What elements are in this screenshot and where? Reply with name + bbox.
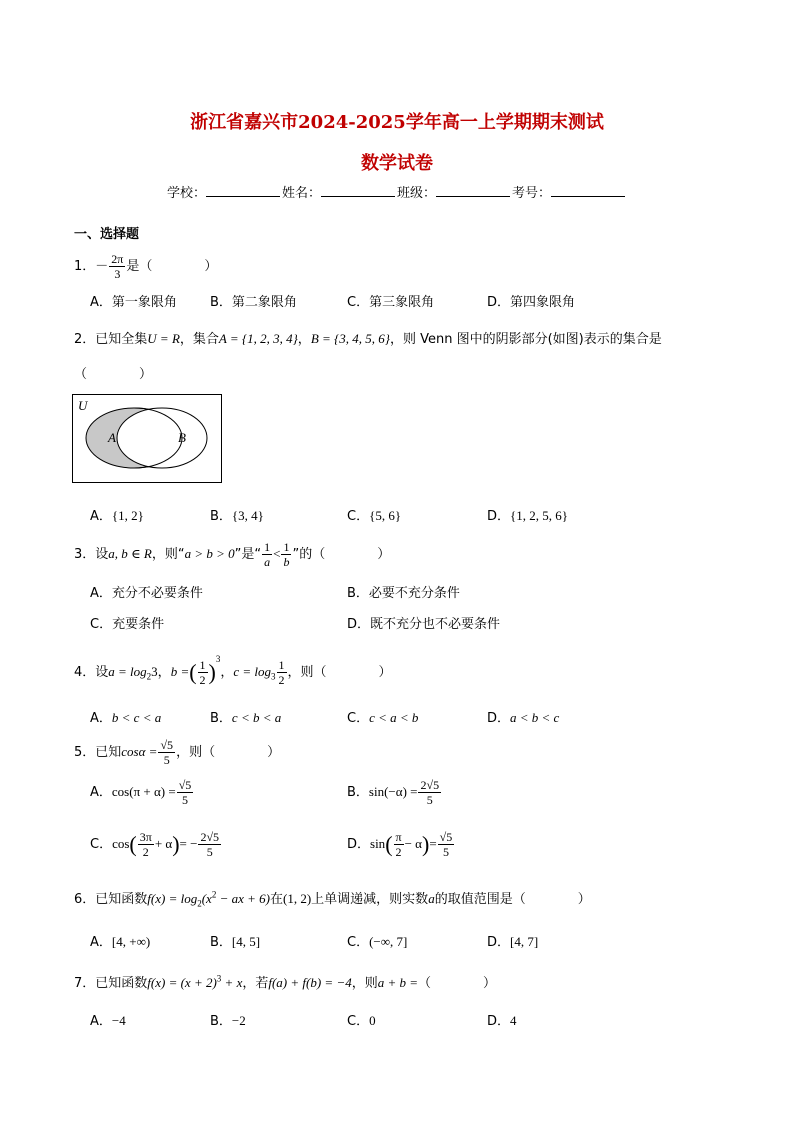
q5-c-rhs-num: 2√5 xyxy=(200,830,220,844)
question-5 xyxy=(74,738,280,767)
q5-c-pre: cos xyxy=(112,836,130,851)
q5-c-num: 3π xyxy=(139,830,152,844)
q4-sep-2: ， xyxy=(220,665,234,680)
question-1 xyxy=(74,252,217,281)
q5-d-eq: = xyxy=(429,836,437,851)
q6-tail2: 的取值范围是（ ） xyxy=(434,892,591,907)
q3-option-b[interactable]: B．必要不充分条件 xyxy=(347,586,460,601)
q5-d-rhs xyxy=(438,830,455,859)
q3-f2-den: b xyxy=(283,555,290,569)
class-field[interactable] xyxy=(436,184,510,197)
q4-lead: 4．设 xyxy=(74,665,109,680)
q7-option-a[interactable] xyxy=(90,1010,126,1029)
question-2 xyxy=(74,328,662,347)
q5-c-rhs xyxy=(198,830,221,859)
q4-sep-1: ， xyxy=(157,665,171,680)
q2-option-c[interactable] xyxy=(347,505,401,524)
school-field[interactable] xyxy=(206,184,280,197)
q4-b-exponent: 3 xyxy=(215,654,221,664)
q3-tail: ”的（ ） xyxy=(292,547,391,562)
q4-option-c-label: C． xyxy=(347,711,370,726)
id-label: 考号： xyxy=(512,186,552,201)
q7-option-d-label: D． xyxy=(487,1014,511,1029)
q3-option-a[interactable]: A．充分不必要条件 xyxy=(90,586,203,601)
q3-option-d[interactable]: D．既不充分也不必要条件 xyxy=(347,617,501,632)
q7-condition: f(a) + f(b) = −4 xyxy=(268,975,352,990)
student-info-line xyxy=(0,182,794,201)
q4-c-den: 2 xyxy=(278,673,285,687)
q6-option-b-value: [4, 5] xyxy=(231,934,261,949)
q2-option-b-value: {3, 4} xyxy=(231,508,264,523)
q5-d-rparen: ) xyxy=(421,831,430,857)
q1-tail: 是（ ） xyxy=(126,259,218,274)
question-4 xyxy=(74,654,392,687)
q5-cos: cosα = xyxy=(121,744,158,759)
q1-option-c[interactable]: C．第三象限角 xyxy=(347,295,435,310)
q2-stem-a: 2．已知全集 xyxy=(74,332,148,347)
q5-c-lparen: ( xyxy=(129,831,137,857)
q6-option-b[interactable] xyxy=(210,931,260,950)
q4-option-b-label: B． xyxy=(210,711,232,726)
q5-d-fraction xyxy=(394,830,404,859)
q6-option-d[interactable] xyxy=(487,931,538,950)
q5-d-num: π xyxy=(395,830,402,844)
q6-option-a-label: A． xyxy=(90,935,112,950)
q2-option-b-label: B． xyxy=(210,509,232,524)
q7-option-c[interactable] xyxy=(347,1010,376,1029)
q7-option-a-label: A． xyxy=(90,1014,112,1029)
venn-label-b: B xyxy=(178,430,186,445)
q7-option-d[interactable] xyxy=(487,1010,517,1029)
q2-option-a-label: A． xyxy=(90,509,112,524)
name-field[interactable] xyxy=(321,184,395,197)
q3-fraction-1 xyxy=(262,540,272,569)
q3-lt: < xyxy=(273,546,281,561)
q5-option-a[interactable] xyxy=(90,778,194,807)
q3-lead: 3．设 xyxy=(74,547,109,562)
q5-c-rparen: ) xyxy=(172,831,180,857)
q6-option-b-label: B． xyxy=(210,935,232,950)
q2-universal-set: U = R xyxy=(147,331,180,346)
q5-c-post: + α xyxy=(154,836,173,851)
q6-option-c-value: (−∞, 7] xyxy=(369,934,408,949)
q5-c-eq: = − xyxy=(179,836,198,851)
q2-stem-b: ，集合 xyxy=(179,332,219,347)
q2-stem-d: ，则 Venn 图中的阴影部分(如图)表示的集合是 xyxy=(389,332,662,347)
q7-option-b-value: −2 xyxy=(231,1013,246,1028)
q4-b-rparen: ) xyxy=(208,659,216,685)
q2-set-a: A = {1, 2, 3, 4} xyxy=(218,331,298,346)
q2-option-c-value: {5, 6} xyxy=(369,508,402,523)
q5-b-expr: sin(−α) = xyxy=(368,784,418,799)
q5-b-fraction xyxy=(418,778,441,807)
q7-option-b-label: B． xyxy=(210,1014,232,1029)
section-heading: 一、选择题 xyxy=(74,227,140,242)
q5-option-b[interactable] xyxy=(347,778,442,807)
q6-option-a-value: [4, +∞) xyxy=(111,934,151,949)
q5-b-num: 2√5 xyxy=(420,778,440,792)
q2-stem-c: ， xyxy=(297,332,311,347)
q5-a-fraction xyxy=(177,778,194,807)
q5-d-rhs-num: √5 xyxy=(439,830,453,844)
q4-b-expr: b = xyxy=(170,664,190,679)
q4-c-base: 3 xyxy=(271,671,276,682)
q2-option-d-label: D． xyxy=(487,509,511,524)
q4-tail: ，则（ ） xyxy=(287,665,392,680)
q6-exp: 2 xyxy=(211,889,217,900)
name-label: 姓名： xyxy=(281,186,321,201)
q2-option-d-value: {1, 2, 5, 6} xyxy=(510,508,568,523)
q3-condition: a > b > 0 xyxy=(184,546,235,561)
question-3 xyxy=(74,540,390,569)
q5-fraction xyxy=(158,738,175,767)
q6-arg1: (x xyxy=(201,891,212,906)
q4-a-expr: a = log xyxy=(108,664,147,679)
venn-label-u: U xyxy=(78,398,88,413)
q4-option-d-label: D． xyxy=(487,711,511,726)
q3-vars: a, b ∈ R xyxy=(108,546,152,561)
q7-tail: （ ） xyxy=(418,976,497,991)
q4-a-base: 2 xyxy=(146,671,152,682)
q7-lead: 7．已知函数 xyxy=(74,976,148,991)
q6-mid: 在 xyxy=(269,892,283,907)
q2-option-c-label: C． xyxy=(347,509,370,524)
venn-label-a: A xyxy=(108,430,116,445)
q5-d-den: 2 xyxy=(395,845,402,859)
q7-mid2: ，则 xyxy=(351,976,378,991)
school-label: 学校： xyxy=(166,186,206,201)
q6-tail1: 上单调递减，则实数 xyxy=(311,892,429,907)
q5-num: √5 xyxy=(160,738,174,752)
exam-title: 浙江省嘉兴市2024-2025学年高一上学期期末测试 xyxy=(190,112,604,133)
q3-f1-den: a xyxy=(264,555,271,569)
q4-option-b-value: c < b < a xyxy=(231,710,282,725)
class-label: 班级： xyxy=(397,186,437,201)
q4-option-a-value: b < c < a xyxy=(111,710,162,725)
q7-option-c-value: 0 xyxy=(369,1013,376,1028)
q4-b-fraction xyxy=(198,658,208,687)
q6-option-c-label: C． xyxy=(347,935,370,950)
q3-f2-num: 1 xyxy=(283,540,290,554)
q5-option-d[interactable] xyxy=(347,830,455,859)
q4-b-den: 2 xyxy=(199,673,206,687)
q1-neg: － xyxy=(95,259,109,274)
q5-c-den: 2 xyxy=(142,845,149,859)
q2-option-a-value: {1, 2} xyxy=(111,508,144,523)
q5-b-den: 5 xyxy=(426,793,433,807)
q1-fraction xyxy=(109,252,125,281)
q5-option-c[interactable] xyxy=(90,830,222,859)
q5-b-label: B． xyxy=(347,785,369,800)
q4-option-a-label: A． xyxy=(90,711,112,726)
exam-subtitle: 数学试卷 xyxy=(361,153,433,174)
q6-var: a xyxy=(428,891,435,906)
q5-lead: 5．已知 xyxy=(74,745,122,760)
q5-d-pre: sin xyxy=(370,836,386,851)
venn-circle-b xyxy=(117,408,207,468)
q6-option-d-label: D． xyxy=(487,935,511,950)
q3-option-c[interactable]: C．充要条件 xyxy=(90,617,165,632)
q2-option-b[interactable] xyxy=(210,505,264,524)
q6-option-d-value: [4, 7] xyxy=(510,934,539,949)
q5-d-lparen: ( xyxy=(385,831,393,857)
q4-b-lparen: ( xyxy=(189,659,197,685)
q4-c-fraction xyxy=(277,658,287,687)
q4-option-c-value: c < a < b xyxy=(369,710,419,725)
q4-b-num: 1 xyxy=(199,658,206,672)
venn-diagram xyxy=(72,394,224,484)
q6-interval: (1, 2) xyxy=(283,891,312,906)
q5-a-label: A． xyxy=(90,785,112,800)
q2-option-d[interactable] xyxy=(487,505,568,524)
q4-a-arg: 3 xyxy=(151,664,158,679)
q5-a-expr: cos(π + α) = xyxy=(111,784,176,799)
q6-lead: 6．已知函数 xyxy=(74,892,148,907)
q1-den: 3 xyxy=(114,267,121,281)
q4-option-c[interactable] xyxy=(347,707,418,726)
q5-den: 5 xyxy=(163,753,170,767)
q4-option-d[interactable] xyxy=(487,707,559,726)
q2-set-b: B = {3, 4, 5, 6} xyxy=(310,331,390,346)
question-6 xyxy=(74,888,591,909)
q3-mid1: ，则“ xyxy=(151,547,185,562)
q4-option-b[interactable] xyxy=(210,707,281,726)
q5-a-num: √5 xyxy=(178,778,192,792)
q5-c-rhs-den: 5 xyxy=(206,845,213,859)
q6-arg2: − ax + 6) xyxy=(216,891,270,906)
q1-option-b[interactable]: B．第二象限角 xyxy=(210,295,297,310)
q7-option-a-value: −4 xyxy=(111,1013,126,1028)
q2-answer-paren: （ ） xyxy=(74,367,153,382)
q3-fraction-2 xyxy=(281,540,291,569)
q5-d-rhs-den: 5 xyxy=(442,845,449,859)
q1-option-a[interactable]: A．第一象限角 xyxy=(90,295,177,310)
q7-option-c-label: C． xyxy=(347,1014,370,1029)
id-field[interactable] xyxy=(551,184,625,197)
q1-number: 1． xyxy=(74,259,96,274)
q5-d-post: − α xyxy=(404,836,422,851)
q4-option-a[interactable] xyxy=(90,707,161,726)
q3-mid2: ”是“ xyxy=(234,547,262,562)
q6-option-a[interactable] xyxy=(90,931,150,950)
q7-ask: a + b = xyxy=(377,975,419,990)
q6-fx: f(x) = log xyxy=(147,891,198,906)
q4-option-d-value: a < b < c xyxy=(510,710,560,725)
q5-a-den: 5 xyxy=(181,793,188,807)
q4-c-expr: c = log xyxy=(233,664,272,679)
q7-option-d-value: 4 xyxy=(510,1013,517,1028)
q6-option-c[interactable] xyxy=(347,931,407,950)
q3-f1-num: 1 xyxy=(264,540,271,554)
q5-d-label: D． xyxy=(347,837,371,852)
q7-exp: 3 xyxy=(216,973,222,984)
q7-fx: f(x) = (x + 2) xyxy=(147,975,217,990)
q1-num: 2π xyxy=(111,252,124,266)
q7-mid: ，若 xyxy=(242,976,269,991)
q6-base: 2 xyxy=(197,898,202,909)
q2-option-a[interactable] xyxy=(90,505,144,524)
q5-c-fraction xyxy=(138,830,154,859)
q7-option-b[interactable] xyxy=(210,1010,246,1029)
q4-c-num: 1 xyxy=(278,658,285,672)
question-7 xyxy=(74,972,496,991)
q1-option-d[interactable]: D．第四象限角 xyxy=(487,295,576,310)
q7-fx2: + x xyxy=(221,975,243,990)
q5-c-label: C． xyxy=(90,837,113,852)
q5-tail: ，则（ ） xyxy=(176,745,281,760)
